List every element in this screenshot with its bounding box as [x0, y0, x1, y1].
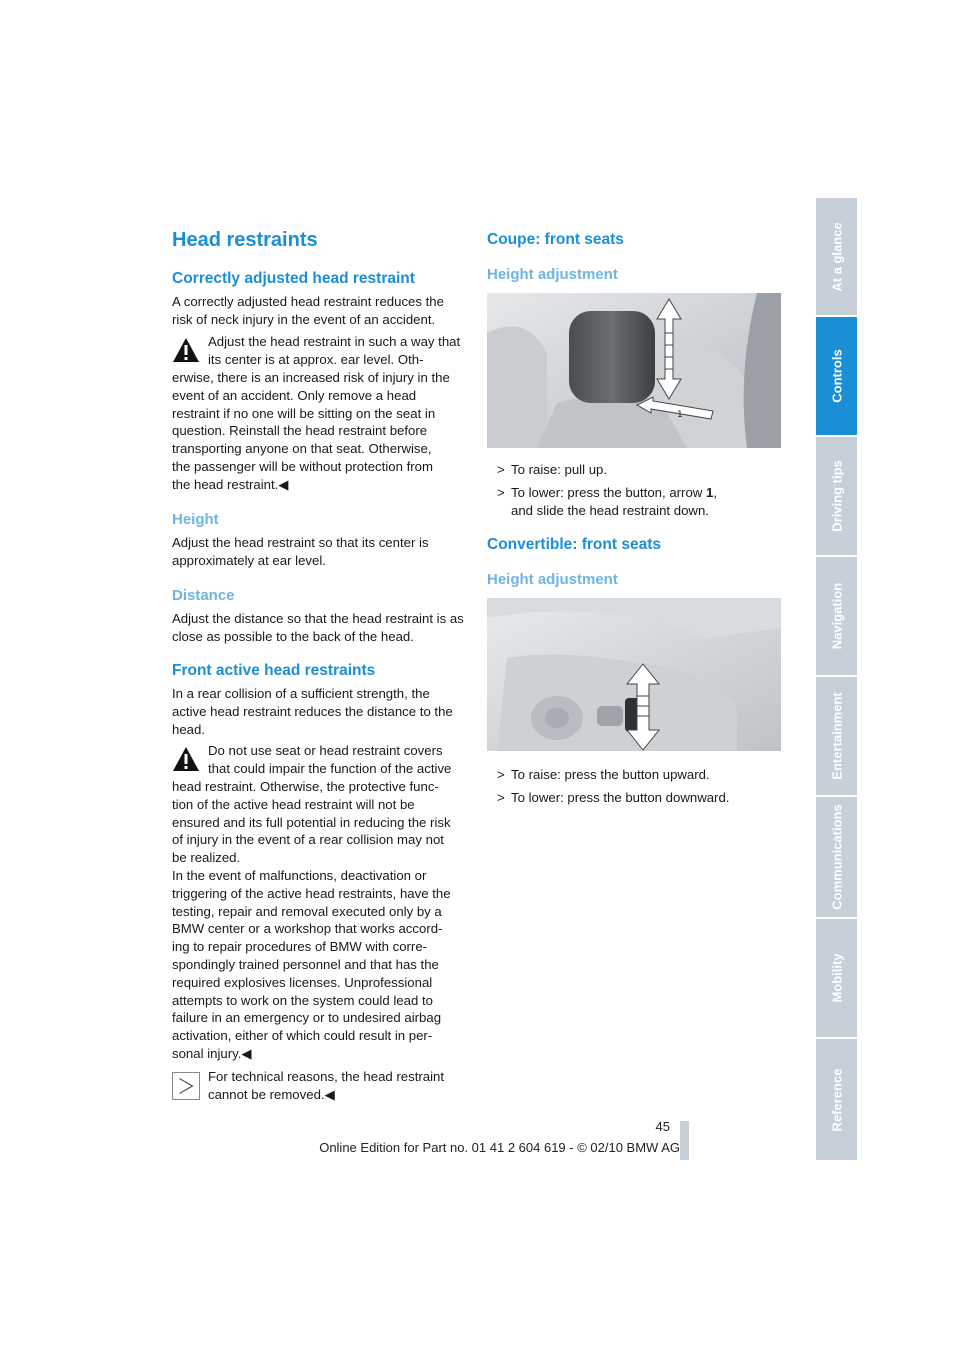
sidebar-tab-label: At a glance — [829, 221, 844, 292]
warning-line: erwise, there is an increased risk of injury in the — [172, 370, 450, 385]
list-item-lower-text: To lower: press the button, arrow — [511, 485, 706, 500]
sidebar-tab-reference[interactable] — [816, 1039, 857, 1160]
warning-line: restraint if no one will be sitting on the seat in — [172, 405, 436, 421]
warning-line: attempts to work on the system could lead to — [172, 992, 433, 1008]
list-item-raise: To raise: pull up. — [511, 462, 608, 477]
sidebar-tab-entertainment[interactable] — [816, 677, 857, 795]
subheading-convertible-height: Height adjustment — [487, 571, 618, 588]
section-heading-convertible: Convertible: front seats — [487, 536, 661, 553]
note-text: For technical reasons, the head restraint cannot be removed.◀ — [208, 1069, 445, 1102]
page-number: 45 — [655, 1119, 670, 1134]
list-bullet: > — [497, 462, 505, 477]
subheading-coupe-height: Height adjustment — [487, 266, 618, 283]
warning-line: sonal injury.◀ — [172, 1045, 252, 1061]
sidebar-tab-label: Controls — [829, 349, 844, 403]
list-item-lower-continued: and slide the head restraint down. — [511, 502, 709, 518]
sidebar-tab-label: Communications — [829, 804, 844, 910]
warning-line: of injury in the event of a rear collision may not — [172, 832, 444, 848]
page-marker-bar — [680, 1121, 689, 1160]
convertible-photo-illustration — [487, 598, 781, 751]
warning-line: required explosives licenses. Unprofessional — [172, 974, 433, 990]
warning-line: testing, repair and removal executed only by a — [172, 903, 442, 919]
warning-line: BMW center or a workshop that works accord- — [172, 921, 443, 937]
warning-line: failure in an emergency or to undesired airbag — [172, 1010, 442, 1026]
list-item-lower-tail: , — [713, 485, 717, 500]
warning-2-text — [172, 778, 464, 1063]
note-triangle-icon — [172, 1072, 200, 1100]
section-heading-coupe: Coupe: front seats — [487, 231, 624, 248]
section-heading-active-restraints: Front active head restraints — [172, 662, 376, 679]
warning-triangle-icon — [172, 337, 200, 363]
section-body-active-restraints: In a rear collision of a sufficient strength, the active head restraint reduces the distance to the head. — [172, 686, 453, 737]
section-body-correct-adjust: A correctly adjusted head restraint reduces the risk of neck injury in the event of an accident. — [172, 294, 444, 327]
warning-1-text — [172, 369, 464, 494]
coupe-head-restraint-photo — [487, 293, 781, 448]
warning-1-first: Adjust the head restraint in such a way that its center is at approx. ear level. Oth- — [208, 334, 461, 367]
sidebar-tab-label: Navigation — [829, 582, 844, 650]
section-heading-correct-adjust: Correctly adjusted head restraint — [172, 270, 415, 287]
warning-line: question. Reinstall the head restraint before — [172, 423, 428, 439]
list-item-conv-lower: To lower: press the button downward. — [511, 790, 730, 805]
warning-triangle-icon — [172, 746, 200, 772]
list-item-lower — [511, 484, 781, 520]
sidebar-tab-label: Driving tips — [829, 460, 844, 532]
warning-line: tion of the active head restraint will not be — [172, 796, 415, 812]
convertible-seat-photo — [487, 598, 781, 751]
list-item-conv-raise: To raise: press the button upward. — [511, 767, 710, 782]
list-bullet: > — [497, 767, 505, 782]
sidebar-tab-navigation[interactable] — [816, 557, 857, 675]
sidebar-tab-mobility[interactable] — [816, 919, 857, 1037]
warning-line: spondingly trained personnel and that has the — [172, 956, 439, 972]
warning-line: transporting anyone on that seat. Otherwise, — [172, 441, 432, 457]
warning-line: In the event of malfunctions, deactivation or — [172, 867, 427, 883]
section-heading-height: Height — [172, 511, 219, 528]
sidebar-tab-label: Entertainment — [829, 692, 844, 780]
section-body-height: Adjust the head restraint so that its center is approximately at ear level. — [172, 535, 429, 568]
svg-text:1: 1 — [677, 410, 683, 420]
warning-line: event of an accident. Only remove a head — [172, 387, 417, 403]
sidebar-tab-at-a-glance[interactable] — [816, 198, 857, 315]
sidebar-tab-label: Reference — [829, 1068, 844, 1131]
list-bullet: > — [497, 485, 505, 500]
warning-line: the head restraint.◀ — [172, 476, 289, 492]
warning-line: be realized. — [172, 850, 241, 866]
list-bullet: > — [497, 790, 505, 805]
sidebar-tab-controls[interactable] — [816, 317, 857, 435]
warning-2-first: Do not use seat or head restraint covers that could impair the function of the active — [208, 743, 452, 776]
arrow-number: 1 — [705, 485, 714, 500]
section-heading-distance: Distance — [172, 587, 235, 604]
page-title: Head restraints — [172, 229, 318, 251]
warning-line: triggering of the active head restraints, have the — [172, 885, 451, 901]
coupe-photo-illustration — [487, 293, 781, 448]
sidebar-tab-communications[interactable] — [816, 797, 857, 917]
warning-line: the passenger will be without protection from — [172, 458, 433, 474]
warning-line: ing to repair procedures of BMW with corre- — [172, 939, 428, 955]
footer-edition: Online Edition for Part no. 01 41 2 604 619 - © 02/10 BMW AG — [319, 1140, 680, 1155]
warning-line: head restraint. Otherwise, the protective func- — [172, 779, 439, 794]
warning-line: ensured and its full potential in reducing the risk — [172, 814, 451, 830]
warning-line: activation, either of which could result in per- — [172, 1028, 433, 1044]
section-body-distance: Adjust the distance so that the head restraint is as close as possible to the back of the head. — [172, 611, 464, 644]
sidebar-tab-driving-tips[interactable] — [816, 437, 857, 555]
sidebar-tab-label: Mobility — [829, 953, 844, 1003]
